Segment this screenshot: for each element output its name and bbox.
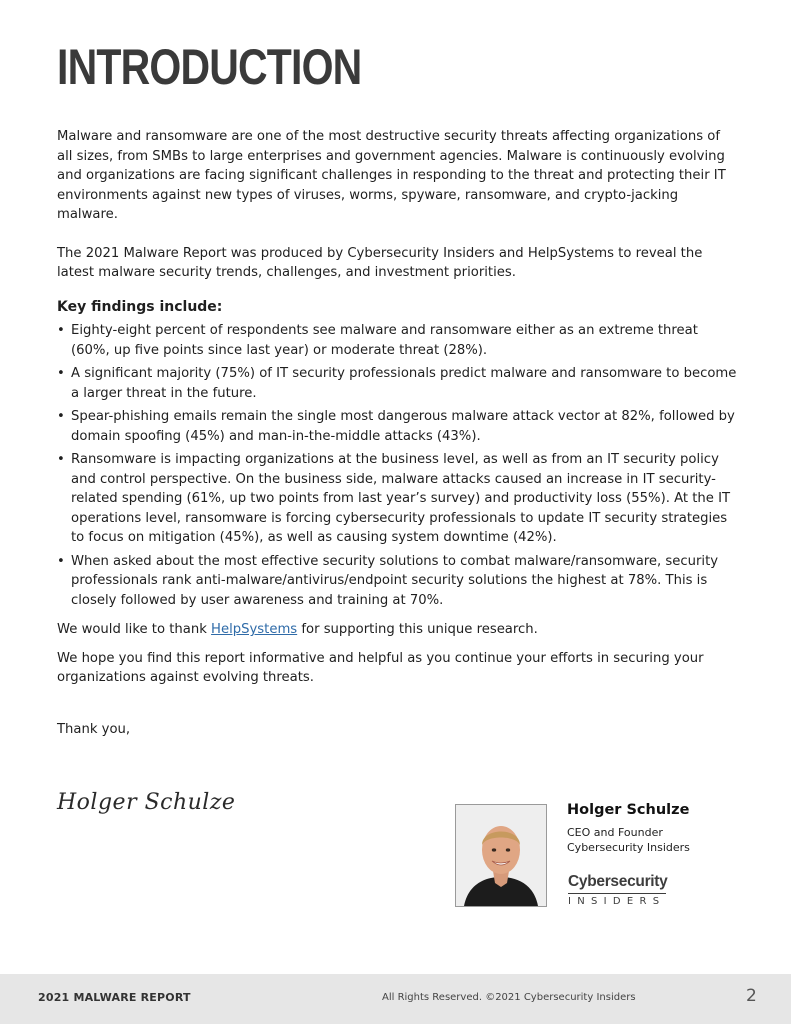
author-photo (455, 804, 547, 907)
cybersecurity-insiders-logo (568, 873, 667, 907)
finding-text: Eighty-eight percent of respondents see malware and ransomware either as an extreme threat (60%, up five points since last year) or moderate threat (28%). (71, 323, 698, 358)
finding-text: When asked about the most effective security solutions to combat malware/ransomware, security professionals rank anti-malware/antivirus/endpoint security solutions the highest at 78%. This is closely followed by user awareness and training at 70%. (71, 553, 719, 608)
helpsystems-link[interactable]: HelpSystems (211, 622, 298, 637)
finding-text: A significant majority (75%) of IT security professionals predict malware and ransomware to become a larger threat in the future. (71, 366, 737, 401)
finding-item (57, 407, 737, 446)
bullet-dot-icon: • (57, 553, 65, 569)
author-title: CEO and Founder (567, 826, 663, 839)
finding-text: Spear-phishing emails remain the single most dangerous malware attack vector at 82%, followed by domain spoofing (45%) and man-in-the-middle attacks (43%). (71, 409, 735, 444)
thanks-text-after: for supporting this unique research. (297, 622, 538, 637)
intro-paragraph-1: Malware and ransomware are one of the most destructive security threats affecting organizations of all sizes, from SMBs to large enterprises and government agencies. Malware is continuously evolving and organizations are facing significant challenges in responding to the threat and protecting their IT environments against new types of viruses, worms, spyware, ransomware, and crypto-jacking malware. (57, 129, 726, 222)
bullet-dot-icon: • (57, 409, 65, 424)
handwritten-signature: Holger Schulze (57, 790, 236, 815)
finding-item (57, 321, 737, 360)
footer-report-title: 2021 MALWARE REPORT (38, 991, 191, 1004)
finding-item (57, 552, 737, 611)
page-title: INTRODUCTION (57, 39, 362, 95)
bullet-dot-icon: • (57, 452, 65, 467)
author-portrait-image (456, 805, 546, 906)
logo-sub-text: INSIDERS (568, 896, 666, 907)
thanks-text-before: We would like to thank (57, 622, 212, 637)
finding-item (57, 364, 737, 403)
finding-item (57, 450, 737, 548)
logo-divider (568, 893, 666, 894)
footer-copyright: All Rights Reserved. ©2021 Cybersecurity Insiders (382, 992, 636, 1003)
thanks-paragraph (57, 620, 737, 640)
bullet-dot-icon: • (57, 323, 65, 338)
key-findings-list (57, 321, 737, 610)
key-findings-heading: Key findings include: (57, 298, 223, 315)
hope-paragraph: We hope you find this report informative and helpful as you continue your efforts in securing your organizations against evolving threats. (57, 650, 704, 685)
author-company: Cybersecurity Insiders (567, 841, 690, 854)
author-role (567, 825, 690, 855)
finding-text: Ransomware is impacting organizations at the business level, as well as from an IT security policy and control perspective. On the business side, malware attacks caused an increase in IT security-related spending (61%, up two points from last year’s survey) and productivity loss (55%). At the IT operations level, ransomware is forcing cybersecurity professionals to update IT security strategies to focus on mitigation (45%), as well as causing system downtime (42%). (71, 452, 731, 545)
closing-text: Thank you, (57, 721, 131, 737)
intro-paragraph-2: The 2021 Malware Report was produced by Cybersecurity Insiders and HelpSystems to reveal the latest malware security trends, challenges, and investment priorities. (57, 245, 703, 280)
bullet-dot-icon: • (57, 366, 65, 381)
logo-main-text: Cybersecurity (568, 873, 668, 890)
page-number: 2 (746, 986, 757, 1006)
intro-body (57, 127, 737, 739)
page-footer (0, 974, 791, 1024)
author-name: Holger Schulze (567, 802, 690, 818)
